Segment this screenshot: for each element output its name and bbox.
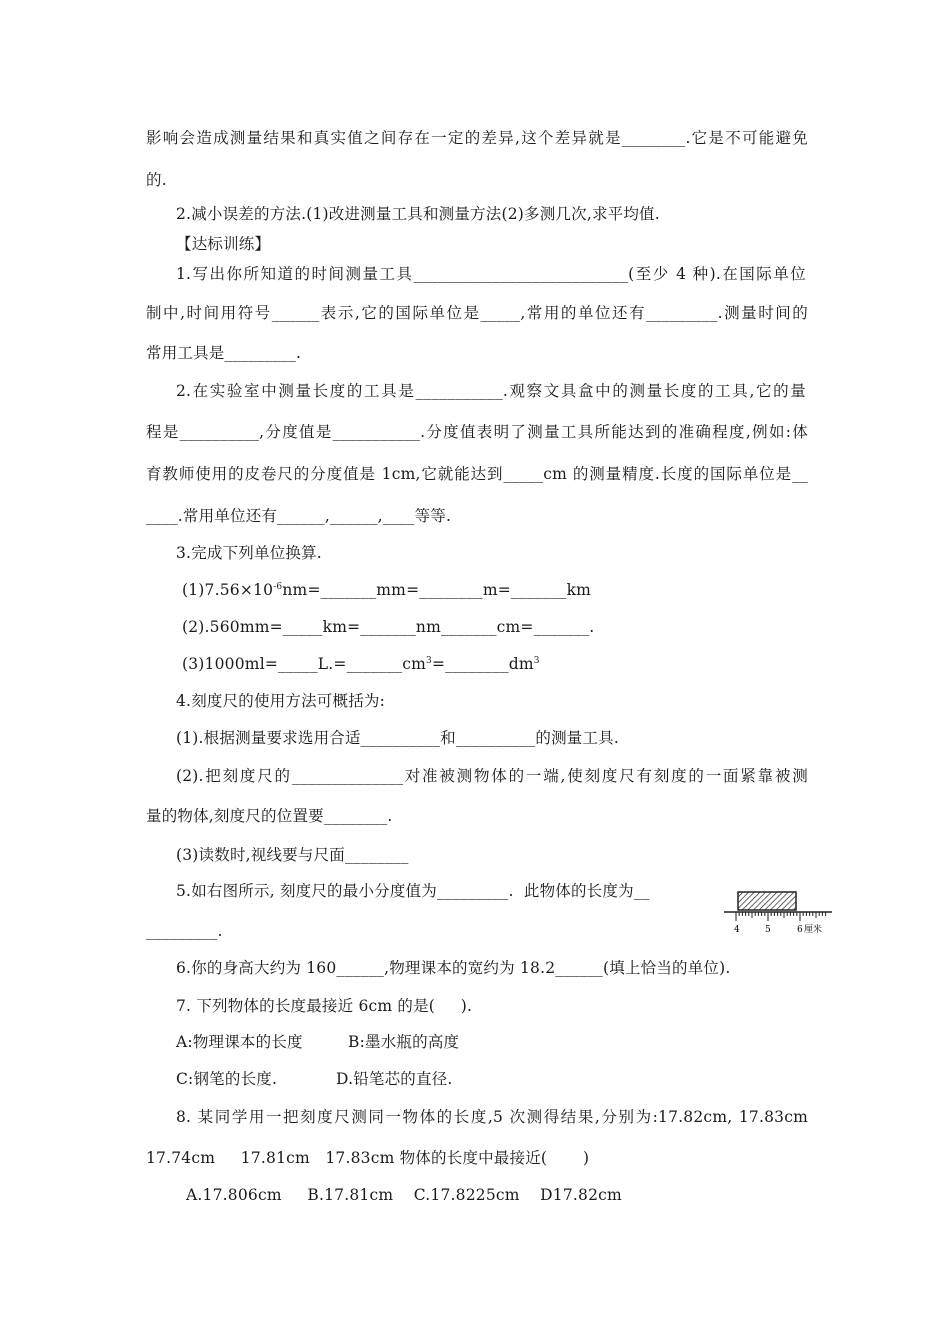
q2-line-1: 2.在实验室中测量长度的工具是___________.观察文具盒中的测量长度的工具,它的量 xyxy=(176,382,806,400)
q7-stem: 7. 下列物体的长度最接近 6cm 的是( ). xyxy=(176,997,473,1015)
q3-a: $(1)7.56\times 10^{-6}nm=\_\_\_\_\_\_\_mm=\_\_\_\_\_\_\_\_m=\_\_\_\_\_\_\_km$ xyxy=(182,581,592,599)
intro-line-3: 2.减小误差的方法.(1)改进测量工具和测量方法(2)多测几次,求平均值. xyxy=(176,205,660,223)
section-title: 【达标训练】 xyxy=(176,235,271,253)
q8-options: A.17.806cm B.17.81cm C.17.8225cm D17.82cm xyxy=(186,1186,622,1204)
q4-b-line-2: 量的物体,刻度尺的位置要________. xyxy=(146,807,393,825)
q1-line-3: 常用工具是_________. xyxy=(146,344,302,362)
ruler-figure xyxy=(724,888,834,940)
q4-title: 4.刻度尺的使用方法可概括为: xyxy=(176,692,386,710)
q4-a: (1).根据测量要求选用合适__________和__________的测量工具. xyxy=(176,729,620,747)
q3-b: (2).560mm=_____km=_______nm_______cm=_______. xyxy=(182,618,595,636)
q2-line-2: 程是__________,分度值是___________.分度值表明了测量工具所能达到的准确程度,例如:体 xyxy=(146,423,808,441)
q6: 6.你的身高大约为 160______,物理课本的宽约为 18.2______(填上恰当的单位). xyxy=(176,959,731,977)
measured-object xyxy=(738,892,796,910)
q3-c: $(3)1000ml=\_\_\_\_\_L.=\_\_\_\_\_\_\_cm^3=\_\_\_\_\_\_\_\_dm^3$ xyxy=(182,655,540,673)
q2-line-4: ____.常用单位还有______,______,____等等. xyxy=(146,507,452,525)
q1-line-2: 制中,时间用符号______表示,它的国际单位是_____,常用的单位还有_________.测量时间的 xyxy=(146,304,808,322)
q8-line-1: 8. 某同学用一把刻度尺测同一物体的长度,5 次测得结果,分别为:17.82cm, 17.83cm xyxy=(176,1108,808,1126)
ruler-tick-label-4: 4 xyxy=(734,925,740,935)
q7-option-b: B:墨水瓶的高度 xyxy=(348,1033,460,1051)
intro-line-1: 影响会造成测量结果和真实值之间存在一定的差异,这个差异就是________.它是不可能避免 xyxy=(146,129,808,147)
q3-title: 3.完成下列单位换算. xyxy=(176,544,322,562)
q5-line-2: _________. xyxy=(146,922,223,940)
q7-option-a: A:物理课本的长度 xyxy=(176,1033,303,1051)
q5-line-1: 5.如右图所示, 刻度尺的最小分度值为_________. 此物体的长度为__ xyxy=(176,882,650,900)
ruler-unit-label: 厘米 xyxy=(804,925,823,935)
q7-option-c: C:钢笔的长度. xyxy=(176,1070,278,1088)
q1-line-1: 1.写出你所知道的时间测量工具___________________________(至少 4 种).在国际单位 xyxy=(176,265,806,283)
q4-b-line-1: (2).把刻度尺的______________对准被测物体的一端,使刻度尺有刻度的一面紧靠被测 xyxy=(176,767,808,785)
q4-c: (3)读数时,视线要与尺面________ xyxy=(176,846,409,864)
q2-line-3: 育教师使用的皮卷尺的分度值是 1cm,它就能达到_____cm 的测量精度.长度的国际单位是__ xyxy=(146,465,808,483)
q7-option-d: D.铅笔芯的直径. xyxy=(336,1070,453,1088)
q8-line-2: 17.74cm 17.81cm 17.83cm 物体的长度中最接近( ) xyxy=(146,1149,590,1167)
ruler-tick-label-6: 6 xyxy=(797,925,803,935)
intro-line-2: 的. xyxy=(146,171,167,189)
ruler-tick-label-5: 5 xyxy=(765,925,771,935)
